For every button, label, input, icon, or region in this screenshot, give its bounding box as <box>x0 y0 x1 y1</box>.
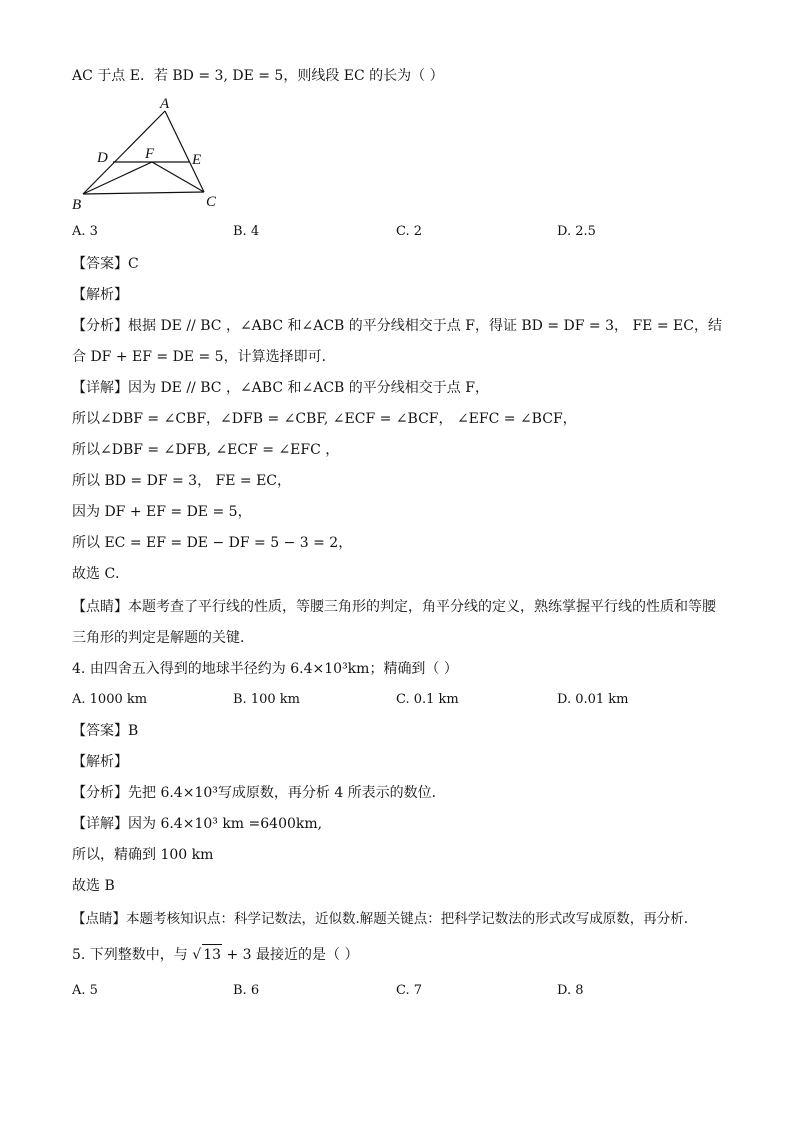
label-d: D <box>97 150 108 166</box>
q3-option-c: C. 2 <box>396 224 423 239</box>
label-c: C <box>206 194 217 210</box>
q3-xiangjie-5: 因为 DF + EF = DE = 5， <box>72 504 252 520</box>
q4-option-a: A. 1000 km <box>72 692 148 707</box>
q3-option-a: A. 3 <box>72 224 98 239</box>
q3-xiangjie-4: 所以 BD = DF = 3， FE = EC， <box>72 473 292 489</box>
q3-analysis-title: 【解析】 <box>72 287 128 303</box>
q3-xiangjie-6: 所以 EC = EF = DE − DF = 5 − 3 = 2， <box>72 535 353 551</box>
q3-xiangjie-7: 故选 C． <box>72 566 130 582</box>
q3-dianjing-2: 三角形的判定是解题的关键． <box>72 630 254 646</box>
q5-option-c: C. 7 <box>396 983 423 998</box>
q3-xiangjie-2: 所以∠DBF = ∠CBF，∠DFB = ∠CBF, ∠ECF = ∠BCF， ∠EFC = ∠BCF， <box>72 411 577 427</box>
q5-option-b: B. 6 <box>233 983 260 998</box>
q3-xiangjie-3: 所以∠DBF = ∠DFB, ∠ECF = ∠EFC ， <box>72 442 340 458</box>
q5-stem <box>72 944 358 965</box>
q4-xiangjie: 【详解】因为 6.4×10³ km =6400km, <box>72 816 323 832</box>
q5-option-a: A. 5 <box>72 983 98 998</box>
q4-option-c: C. 0.1 km <box>396 692 459 707</box>
label-b: B <box>72 197 82 213</box>
q5-stem-mid: + 3 <box>226 947 252 963</box>
q3-option-d: D. 2.5 <box>557 224 596 239</box>
segment-bf <box>83 162 152 194</box>
label-f: F <box>145 146 155 162</box>
q5-stem-post: 最接近的是（ ） <box>256 947 359 963</box>
side-bc <box>83 192 204 194</box>
q4-stem: 4. 由四舍五入得到的地球半径约为 6.4×10³km；精确到（ ） <box>72 661 458 677</box>
q3-option-b: B. 4 <box>233 224 260 239</box>
q3-xiangjie-1: 【详解】因为 DE // BC ，∠ABC 和∠ACB 的平分线相交于点 F， <box>72 380 489 396</box>
q4-analysis-title: 【解析】 <box>72 754 128 770</box>
label-a: A <box>160 96 170 112</box>
q3-dianjing-1: 【点睛】本题考查了平行线的性质，等腰三角形的判定，角平分线的定义，熟练掌握平行线的性质和等腰 <box>72 599 716 615</box>
q4-option-d: D. 0.01 km <box>557 692 629 707</box>
q3-fenxi-2: 合 DF + EF = DE = 5，计算选择即可． <box>72 349 336 365</box>
q4-line-3: 故选 B <box>72 878 115 894</box>
q4-fenxi: 【分析】先把 6.4×10³写成原数，再分析 4 所表示的数位． <box>72 785 446 801</box>
q3-stem-tail: AC 于点 E．若 BD = 3, DE = 5，则线段 EC 的长为（ ） <box>72 68 444 84</box>
q4-option-b: B. 100 km <box>233 692 300 707</box>
q5-radicand: 13 <box>202 944 222 965</box>
q4-answer: 【答案】B <box>72 723 139 739</box>
q4-line-2: 所以，精确到 100 km <box>72 847 214 863</box>
sqrt-symbol: √ <box>192 947 202 963</box>
triangle-figure <box>66 96 236 216</box>
q5-option-d: D. 8 <box>557 983 584 998</box>
q4-dianjing: 【点睛】本题考核知识点：科学记数法，近似数.解题关键点：把科学记数法的形式改写成原数，再分析. <box>72 911 689 927</box>
q3-answer: 【答案】C <box>72 256 139 272</box>
q3-fenxi-1: 【分析】根据 DE // BC ，∠ABC 和∠ACB 的平分线相交于点 F，得证 BD = DF = 3， FE = EC，结 <box>72 318 722 334</box>
q5-stem-pre: 5. 下列整数中，与 <box>72 947 188 963</box>
label-e: E <box>192 152 202 168</box>
